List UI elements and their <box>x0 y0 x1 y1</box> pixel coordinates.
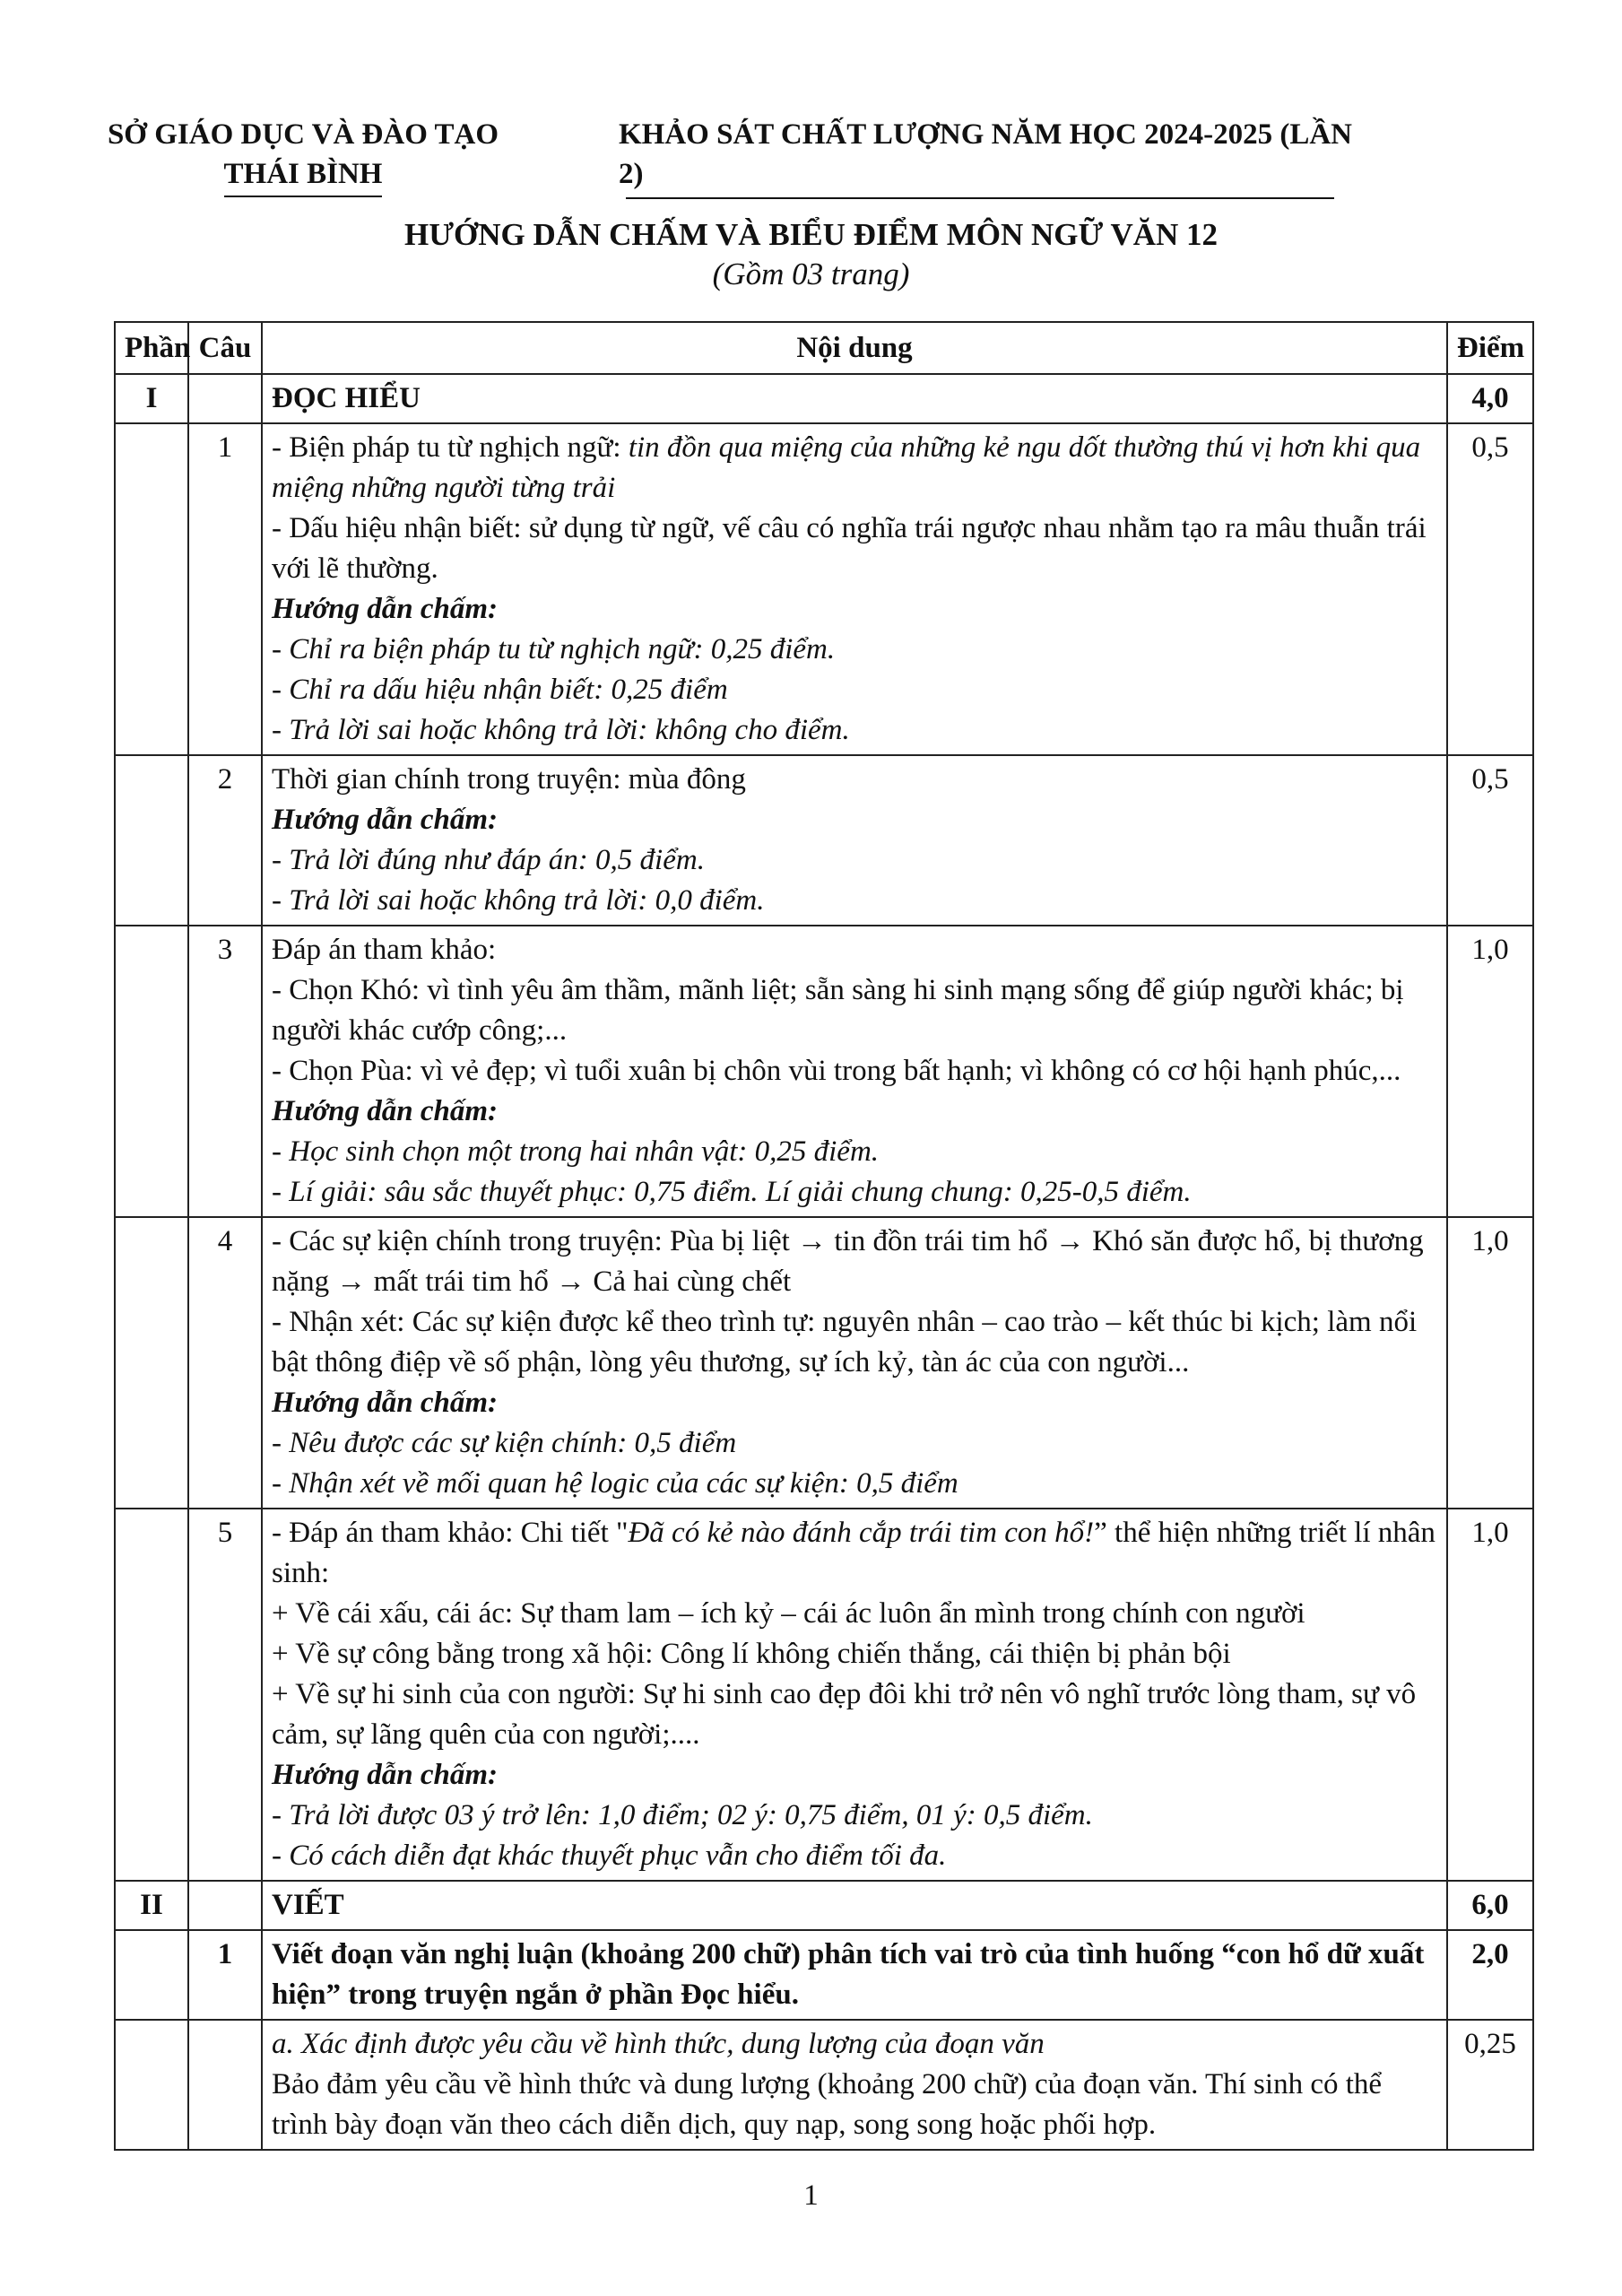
question-score: 1,0 <box>1447 1509 1533 1881</box>
answer-content: Đáp án tham khảo: - Chọn Khó: vì tình yêu âm thầm, mãnh liệt; sẵn sàng hi sinh mạng sống để giúp người khác; bị người khác cướp công;... - Chọn Pùa: vì vẻ đẹp; vì tuổi xuân bị chôn vùi trong bất hạnh; vì không có cơ hội hạnh phúc,... Hướng dẫn chấm: - Học sinh chọn một trong hai nhân vật: 0,25 điểm. - Lí giải: sâu sắc thuyết phục: 0,75 điểm. Lí giải chung chung: 0,25-0,5 điểm. <box>262 926 1447 1217</box>
guide-heading: Hướng dẫn chấm: <box>272 1095 499 1127</box>
question-cell-empty <box>188 1881 262 1930</box>
part-cell-empty <box>115 2020 188 2150</box>
question-number: 5 <box>188 1509 262 1881</box>
criterion-score: 0,25 <box>1447 2020 1533 2150</box>
part-cell-empty <box>115 755 188 926</box>
header-part: Phần <box>115 322 188 374</box>
table-row <box>115 755 1533 926</box>
document-subtitle: (Gồm 03 trang) <box>712 257 910 291</box>
page-number: 1 <box>803 2179 819 2212</box>
writing-prompt: Viết đoạn văn nghị luận (khoảng 200 chữ) phân tích vai trò của tình huống “con hổ dữ xuất hiện” trong truyện ngắn ở phần Đọc hiểu. <box>262 1930 1447 2020</box>
part-title: ĐỌC HIỂU <box>262 374 1447 423</box>
table-row <box>115 1217 1533 1509</box>
question-cell-empty <box>188 374 262 423</box>
criterion-title: a. Xác định được yêu cầu về hình thức, dung lượng của đoạn văn <box>272 2028 1045 2060</box>
question-number: 1 <box>188 1930 262 2020</box>
question-number: 4 <box>188 1217 262 1509</box>
exam-title: KHẢO SÁT CHẤT LƯỢNG NĂM HỌC 2024-2025 (LẦN 2) <box>619 118 1353 190</box>
part-cell-empty <box>115 1509 188 1881</box>
part-label: I <box>115 374 188 423</box>
department-header <box>106 115 500 197</box>
table-row <box>115 423 1533 755</box>
question-cell-empty <box>188 2020 262 2150</box>
document-title: HƯỚNG DẪN CHẤM VÀ BIỂU ĐIỂM MÔN NGỮ VĂN 12 <box>403 217 1219 252</box>
guide-heading: Hướng dẫn chấm: <box>272 593 499 625</box>
part-score: 4,0 <box>1447 374 1533 423</box>
criterion-text: Bảo đảm yêu cầu về hình thức và dung lượng (khoảng 200 chữ) của đoạn văn. Thí sinh có thể trình bày đoạn văn theo cách diễn dịch, quy nạp, song song hoặc phối hợp. <box>272 2068 1383 2141</box>
question-score: 1,0 <box>1447 926 1533 1217</box>
table-row <box>115 926 1533 1217</box>
exam-header <box>619 115 1363 199</box>
table-header-row <box>115 322 1533 374</box>
part-cell-empty <box>115 1930 188 2020</box>
part-cell-empty <box>115 1217 188 1509</box>
marking-table <box>114 321 1534 2151</box>
answer-content: - Biện pháp tu từ nghịch ngữ: tin đồn qua miệng của những kẻ ngu dốt thường thú vị hơn khi qua miệng những người từng trải - Dấu hiệu nhận biết: sử dụng từ ngữ, vế câu có nghĩa trái ngược nhau nhằm tạo ra mâu thuẫn trái với lẽ thường. Hướng dẫn chấm: - Chỉ ra biện pháp tu từ nghịch ngữ: 0,25 điểm. - Chỉ ra dấu hiệu nhận biết: 0,25 điểm - Trả lời sai hoặc không trả lời: không cho điểm. <box>262 423 1447 755</box>
part-row-writing <box>115 1881 1533 1930</box>
answer-content: Thời gian chính trong truyện: mùa đông Hướng dẫn chấm: - Trả lời đúng như đáp án: 0,5 điểm. - Trả lời sai hoặc không trả lời: 0,0 điểm. <box>262 755 1447 926</box>
guide-heading: Hướng dẫn chấm: <box>272 1759 499 1791</box>
question-score: 0,5 <box>1447 423 1533 755</box>
header-question: Câu <box>188 322 262 374</box>
answer-content: - Đáp án tham khảo: Chi tiết "Đã có kẻ nào đánh cắp trái tim con hổ!” thể hiện những triết lí nhân sinh: + Về cái xấu, cái ác: Sự tham lam – ích kỷ – cái ác luôn ẩn mình trong chính con người + Về sự công bằng trong xã hội: Công lí không chiến thắng, cái thiện bị phản bội + Về sự hi sinh của con người: Sự hi sinh cao đẹp đôi khi trở nên vô nghĩ trước lòng tham, sự vô cảm, sự lãng quên của con người;.... Hướng dẫn chấm: - Trả lời được 03 ý trở lên: 1,0 điểm; 02 ý: 0,75 điểm, 01 ý: 0,5 điểm. - Có cách diễn đạt khác thuyết phục vẫn cho điểm tối đa. <box>262 1509 1447 1881</box>
table-row <box>115 1509 1533 1881</box>
province-name: THÁI BÌNH <box>224 154 383 197</box>
department-name: SỞ GIÁO DỤC VÀ ĐÀO TẠO <box>107 118 499 151</box>
exam-title-underline <box>626 197 1334 199</box>
part-title: VIẾT <box>262 1881 1447 1930</box>
question-number: 2 <box>188 755 262 926</box>
part-label: II <box>115 1881 188 1930</box>
part-cell-empty <box>115 423 188 755</box>
question-score: 0,5 <box>1447 755 1533 926</box>
guide-heading: Hướng dẫn chấm: <box>272 804 499 836</box>
table-row <box>115 2020 1533 2150</box>
criterion-content <box>262 2020 1447 2150</box>
header-content: Nội dung <box>262 322 1447 374</box>
question-score: 2,0 <box>1447 1930 1533 2020</box>
question-score: 1,0 <box>1447 1217 1533 1509</box>
table-row <box>115 1930 1533 2020</box>
header-score: Điểm <box>1447 322 1533 374</box>
question-number: 3 <box>188 926 262 1217</box>
part-row-reading <box>115 374 1533 423</box>
part-score: 6,0 <box>1447 1881 1533 1930</box>
answer-content: - Các sự kiện chính trong truyện: Pùa bị liệt → tin đồn trái tim hổ → Khó săn được hổ, bị thương nặng → mất trái tim hổ → Cả hai cùng chết - Nhận xét: Các sự kiện được kể theo trình tự: nguyên nhân – cao trào – kết thúc bi kịch; làm nổi bật thông điệp về số phận, lòng yêu thương, sự ích kỷ, tàn ác của con người... Hướng dẫn chấm: - Nêu được các sự kiện chính: 0,5 điểm - Nhận xét về mối quan hệ logic của các sự kiện: 0,5 điểm <box>262 1217 1447 1509</box>
question-number: 1 <box>188 423 262 755</box>
guide-heading: Hướng dẫn chấm: <box>272 1387 499 1419</box>
part-cell-empty <box>115 926 188 1217</box>
